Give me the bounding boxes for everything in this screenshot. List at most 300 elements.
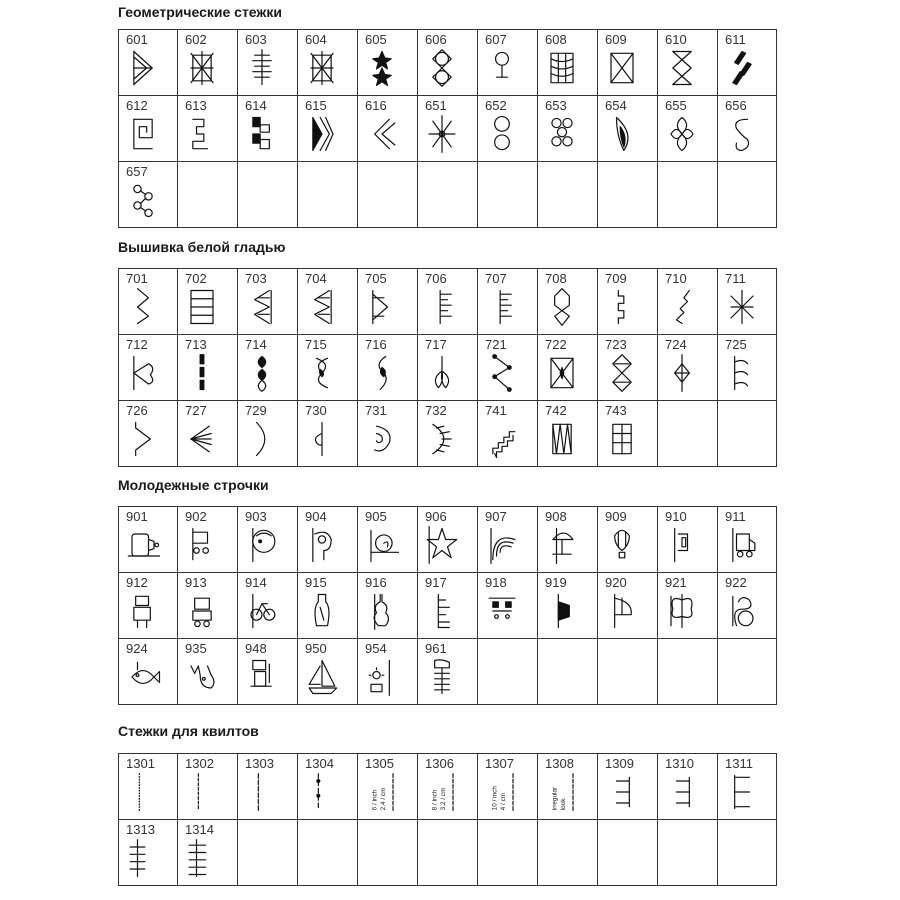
stitch-cell bbox=[418, 573, 478, 639]
stitch-number: 914 bbox=[245, 575, 267, 590]
empty-cell bbox=[298, 162, 358, 228]
stitch-cell bbox=[598, 30, 658, 96]
stitch-cell bbox=[598, 401, 658, 467]
stitch-number: 1306 bbox=[425, 756, 454, 771]
stitch-pattern-icon bbox=[422, 523, 462, 567]
stitch-pattern-icon bbox=[123, 285, 163, 329]
stitch-cell bbox=[119, 507, 178, 573]
stitch-cell bbox=[178, 639, 238, 705]
stitch-cell bbox=[358, 754, 418, 820]
stitch-number: 702 bbox=[185, 271, 207, 286]
stitch-row bbox=[119, 507, 777, 573]
stitch-cell bbox=[178, 269, 238, 335]
stitch-pattern-icon bbox=[422, 285, 462, 329]
stitch-cell bbox=[358, 507, 418, 573]
stitch-cell bbox=[358, 401, 418, 467]
stitch-number: 654 bbox=[605, 98, 627, 113]
stitch-cell bbox=[658, 30, 718, 96]
stitch-number: 613 bbox=[185, 98, 207, 113]
stitch-pattern-icon bbox=[722, 523, 762, 567]
empty-cell bbox=[238, 820, 298, 886]
stitch-pattern-icon bbox=[722, 46, 762, 90]
stitch-pattern-icon bbox=[182, 351, 222, 395]
stitch-pattern-icon bbox=[302, 589, 342, 633]
empty-cell bbox=[478, 820, 538, 886]
section-title-youth: Молодежные строчки bbox=[118, 477, 269, 493]
stitch-cell bbox=[718, 30, 777, 96]
stitch-number: 1305 bbox=[365, 756, 394, 771]
empty-cell bbox=[718, 639, 777, 705]
stitch-number: 910 bbox=[665, 509, 687, 524]
stitch-number: 741 bbox=[485, 403, 507, 418]
empty-cell bbox=[538, 820, 598, 886]
stitch-number: 657 bbox=[126, 164, 148, 179]
stitch-pattern-icon bbox=[242, 417, 282, 461]
empty-cell bbox=[538, 639, 598, 705]
stitch-cell bbox=[358, 269, 418, 335]
empty-cell bbox=[718, 820, 777, 886]
stitch-pattern-icon bbox=[422, 351, 462, 395]
stitch-number: 909 bbox=[605, 509, 627, 524]
stitch-cell bbox=[298, 335, 358, 401]
stitch-cell bbox=[119, 96, 178, 162]
stitch-pattern-icon bbox=[302, 46, 342, 90]
stitch-pattern-icon bbox=[362, 46, 402, 90]
empty-cell bbox=[358, 162, 418, 228]
stitch-number: 906 bbox=[425, 509, 447, 524]
stitch-cell bbox=[658, 507, 718, 573]
stitch-cell bbox=[418, 754, 478, 820]
stitch-pattern-icon bbox=[542, 351, 582, 395]
stitch-pattern-icon bbox=[482, 523, 522, 567]
stitch-cell bbox=[538, 96, 598, 162]
empty-cell bbox=[358, 820, 418, 886]
stitch-cell bbox=[478, 269, 538, 335]
stitch-density-label: look bbox=[559, 798, 567, 811]
stitch-number: 948 bbox=[245, 641, 267, 656]
stitch-pattern-icon bbox=[182, 836, 222, 880]
stitch-pattern-icon bbox=[602, 351, 642, 395]
stitch-cell bbox=[478, 573, 538, 639]
stitch-pattern-icon bbox=[123, 112, 163, 156]
stitch-number: 917 bbox=[425, 575, 447, 590]
stitch-number: 705 bbox=[365, 271, 387, 286]
stitch-number: 954 bbox=[365, 641, 387, 656]
empty-cell bbox=[658, 162, 718, 228]
stitch-cell bbox=[418, 401, 478, 467]
stitch-pattern-icon bbox=[662, 285, 702, 329]
stitch-row bbox=[119, 30, 777, 96]
stitch-density-label: 8 / inch bbox=[431, 789, 439, 811]
stitch-number: 1314 bbox=[185, 822, 214, 837]
stitch-cell bbox=[298, 269, 358, 335]
stitch-pattern-icon bbox=[302, 523, 342, 567]
stitch-pattern-icon bbox=[123, 46, 163, 90]
stitch-pattern-icon bbox=[722, 285, 762, 329]
stitch-pattern-icon bbox=[242, 655, 282, 699]
stitch-cell bbox=[718, 754, 777, 820]
stitch-pattern-icon bbox=[602, 589, 642, 633]
stitch-number: 714 bbox=[245, 337, 267, 352]
stitch-pattern-icon bbox=[362, 417, 402, 461]
stitch-pattern-icon bbox=[182, 770, 222, 814]
stitch-number: 607 bbox=[485, 32, 507, 47]
empty-cell bbox=[418, 162, 478, 228]
stitch-pattern-icon bbox=[242, 589, 282, 633]
stitch-pattern-icon bbox=[182, 589, 222, 633]
empty-cell bbox=[538, 162, 598, 228]
stitch-pattern-icon bbox=[542, 523, 582, 567]
stitch-number: 723 bbox=[605, 337, 627, 352]
stitch-number: 724 bbox=[665, 337, 687, 352]
stitch-pattern-icon bbox=[123, 523, 163, 567]
stitch-pattern-icon bbox=[662, 589, 702, 633]
stitch-number: 904 bbox=[305, 509, 327, 524]
stitch-number: 935 bbox=[185, 641, 207, 656]
empty-cell bbox=[658, 401, 718, 467]
stitch-cell bbox=[178, 573, 238, 639]
stitch-pattern-icon bbox=[662, 770, 702, 814]
stitch-cell bbox=[178, 30, 238, 96]
stitch-pattern-icon bbox=[482, 46, 522, 90]
stitch-pattern-icon bbox=[123, 178, 163, 222]
stitch-pattern-icon bbox=[482, 351, 522, 395]
stitch-cell bbox=[358, 335, 418, 401]
stitch-number: 731 bbox=[365, 403, 387, 418]
stitch-pattern-icon bbox=[182, 523, 222, 567]
stitch-cell bbox=[538, 754, 598, 820]
stitch-pattern-icon bbox=[602, 523, 642, 567]
stitch-number: 915 bbox=[305, 575, 327, 590]
stitch-cell bbox=[478, 754, 538, 820]
stitch-row bbox=[119, 401, 777, 467]
stitch-number: 918 bbox=[485, 575, 507, 590]
empty-cell bbox=[238, 162, 298, 228]
stitch-pattern-icon bbox=[362, 655, 402, 699]
stitch-number: 651 bbox=[425, 98, 447, 113]
stitch-cell bbox=[358, 573, 418, 639]
stitch-density-label: irregular bbox=[551, 786, 559, 811]
stitch-number: 721 bbox=[485, 337, 507, 352]
stitch-number: 901 bbox=[126, 509, 148, 524]
stitch-table-satin bbox=[118, 268, 777, 467]
stitch-row bbox=[119, 820, 777, 886]
stitch-pattern-icon bbox=[302, 655, 342, 699]
stitch-cell bbox=[238, 507, 298, 573]
stitch-cell bbox=[598, 335, 658, 401]
stitch-pattern-icon bbox=[662, 351, 702, 395]
stitch-number: 704 bbox=[305, 271, 327, 286]
stitch-number: 609 bbox=[605, 32, 627, 47]
stitch-pattern-icon bbox=[422, 655, 462, 699]
stitch-pattern-icon bbox=[123, 836, 163, 880]
stitch-pattern-icon bbox=[302, 770, 342, 814]
stitch-pattern-icon bbox=[482, 285, 522, 329]
stitch-number: 610 bbox=[665, 32, 687, 47]
stitch-number: 605 bbox=[365, 32, 387, 47]
stitch-pattern-icon bbox=[123, 770, 163, 814]
stitch-cell bbox=[598, 96, 658, 162]
stitch-cell bbox=[178, 401, 238, 467]
stitch-cell bbox=[298, 507, 358, 573]
stitch-number: 616 bbox=[365, 98, 387, 113]
empty-cell bbox=[658, 820, 718, 886]
stitch-cell bbox=[478, 96, 538, 162]
stitch-pattern-icon bbox=[602, 417, 642, 461]
stitch-number: 611 bbox=[725, 32, 746, 47]
stitch-number: 903 bbox=[245, 509, 267, 524]
empty-cell bbox=[298, 820, 358, 886]
stitch-number: 612 bbox=[126, 98, 148, 113]
stitch-cell bbox=[238, 96, 298, 162]
stitch-cell bbox=[718, 335, 777, 401]
stitch-cell bbox=[538, 507, 598, 573]
stitch-number: 707 bbox=[485, 271, 507, 286]
stitch-number: 1302 bbox=[185, 756, 214, 771]
stitch-cell bbox=[238, 401, 298, 467]
stitch-pattern-icon bbox=[362, 112, 402, 156]
stitch-cell bbox=[178, 335, 238, 401]
stitch-number: 1313 bbox=[126, 822, 155, 837]
stitch-pattern-icon bbox=[302, 285, 342, 329]
stitch-cell bbox=[658, 335, 718, 401]
stitch-number: 606 bbox=[425, 32, 447, 47]
stitch-cell bbox=[598, 269, 658, 335]
stitch-pattern-icon bbox=[422, 46, 462, 90]
stitch-number: 905 bbox=[365, 509, 387, 524]
stitch-pattern-icon bbox=[182, 417, 222, 461]
stitch-number: 710 bbox=[665, 271, 687, 286]
stitch-cell bbox=[119, 820, 178, 886]
stitch-pattern-icon bbox=[242, 770, 282, 814]
stitch-cell bbox=[718, 269, 777, 335]
stitch-number: 922 bbox=[725, 575, 747, 590]
stitch-pattern-icon bbox=[542, 770, 582, 814]
stitch-row bbox=[119, 96, 777, 162]
stitch-pattern-icon bbox=[242, 523, 282, 567]
stitch-number: 913 bbox=[185, 575, 207, 590]
empty-cell bbox=[718, 401, 777, 467]
stitch-number: 706 bbox=[425, 271, 447, 286]
stitch-pattern-icon bbox=[422, 770, 462, 814]
stitch-pattern-icon bbox=[362, 770, 402, 814]
stitch-pattern-icon bbox=[602, 112, 642, 156]
stitch-pattern-icon bbox=[662, 112, 702, 156]
stitch-number: 726 bbox=[126, 403, 148, 418]
stitch-number: 708 bbox=[545, 271, 567, 286]
stitch-number: 730 bbox=[305, 403, 327, 418]
stitch-number: 703 bbox=[245, 271, 267, 286]
stitch-pattern-icon bbox=[362, 285, 402, 329]
stitch-cell bbox=[598, 573, 658, 639]
stitch-pattern-icon bbox=[482, 112, 522, 156]
stitch-number: 655 bbox=[665, 98, 687, 113]
stitch-cell bbox=[538, 30, 598, 96]
stitch-number: 725 bbox=[725, 337, 747, 352]
stitch-pattern-icon bbox=[722, 351, 762, 395]
stitch-pattern-icon bbox=[242, 112, 282, 156]
stitch-row bbox=[119, 754, 777, 820]
stitch-pattern-icon bbox=[123, 351, 163, 395]
empty-cell bbox=[418, 820, 478, 886]
stitch-cell bbox=[238, 754, 298, 820]
stitch-cell bbox=[418, 335, 478, 401]
stitch-cell bbox=[418, 269, 478, 335]
stitch-cell bbox=[298, 754, 358, 820]
stitch-number: 907 bbox=[485, 509, 507, 524]
stitch-cell bbox=[298, 639, 358, 705]
stitch-cell bbox=[298, 401, 358, 467]
stitch-number: 652 bbox=[485, 98, 507, 113]
stitch-number: 908 bbox=[545, 509, 567, 524]
stitch-pattern-icon bbox=[602, 285, 642, 329]
stitch-pattern-icon bbox=[302, 351, 342, 395]
stitch-number: 919 bbox=[545, 575, 567, 590]
stitch-number: 602 bbox=[185, 32, 207, 47]
stitch-pattern-icon bbox=[242, 351, 282, 395]
stitch-cell bbox=[658, 269, 718, 335]
stitch-number: 732 bbox=[425, 403, 447, 418]
stitch-pattern-icon bbox=[182, 46, 222, 90]
stitch-number: 601 bbox=[126, 32, 148, 47]
stitch-number: 950 bbox=[305, 641, 327, 656]
stitch-cell bbox=[238, 269, 298, 335]
stitch-pattern-icon bbox=[482, 417, 522, 461]
stitch-cell bbox=[478, 30, 538, 96]
stitch-cell bbox=[478, 335, 538, 401]
stitch-number: 615 bbox=[305, 98, 327, 113]
stitch-pattern-icon bbox=[123, 655, 163, 699]
stitch-cell bbox=[298, 30, 358, 96]
stitch-pattern-icon bbox=[662, 523, 702, 567]
stitch-number: 711 bbox=[725, 271, 746, 286]
stitch-number: 604 bbox=[305, 32, 327, 47]
stitch-cell bbox=[718, 573, 777, 639]
stitch-number: 1301 bbox=[126, 756, 155, 771]
stitch-pattern-icon bbox=[662, 46, 702, 90]
stitch-cell bbox=[119, 30, 178, 96]
empty-cell bbox=[658, 639, 718, 705]
stitch-number: 603 bbox=[245, 32, 267, 47]
stitch-number: 1304 bbox=[305, 756, 334, 771]
stitch-number: 912 bbox=[126, 575, 148, 590]
stitch-row bbox=[119, 573, 777, 639]
stitch-number: 902 bbox=[185, 509, 207, 524]
stitch-cell bbox=[238, 335, 298, 401]
stitch-pattern-icon bbox=[182, 112, 222, 156]
stitch-number: 614 bbox=[245, 98, 267, 113]
stitch-cell bbox=[178, 96, 238, 162]
stitch-number: 608 bbox=[545, 32, 567, 47]
stitch-number: 924 bbox=[126, 641, 148, 656]
stitch-number: 653 bbox=[545, 98, 567, 113]
stitch-cell bbox=[658, 754, 718, 820]
stitch-cell bbox=[658, 573, 718, 639]
stitch-pattern-icon bbox=[542, 589, 582, 633]
stitch-cell bbox=[538, 401, 598, 467]
stitch-pattern-icon bbox=[362, 351, 402, 395]
stitch-cell bbox=[119, 162, 178, 228]
stitch-pattern-icon bbox=[542, 285, 582, 329]
stitch-number: 920 bbox=[605, 575, 627, 590]
stitch-cell bbox=[418, 30, 478, 96]
stitch-cell bbox=[358, 639, 418, 705]
stitch-pattern-icon bbox=[542, 112, 582, 156]
stitch-cell bbox=[119, 335, 178, 401]
empty-cell bbox=[598, 820, 658, 886]
stitch-number: 716 bbox=[365, 337, 387, 352]
stitch-number: 743 bbox=[605, 403, 627, 418]
stitch-cell bbox=[178, 754, 238, 820]
stitch-table-youth bbox=[118, 506, 777, 705]
stitch-cell bbox=[178, 507, 238, 573]
stitch-number: 1308 bbox=[545, 756, 574, 771]
stitch-cell bbox=[238, 573, 298, 639]
stitch-number: 729 bbox=[245, 403, 267, 418]
stitch-cell bbox=[598, 507, 658, 573]
stitch-number: 656 bbox=[725, 98, 747, 113]
stitch-cell bbox=[718, 96, 777, 162]
stitch-number: 916 bbox=[365, 575, 387, 590]
stitch-density-label: 10 / inch bbox=[491, 786, 499, 811]
stitch-pattern-icon bbox=[182, 655, 222, 699]
empty-cell bbox=[598, 639, 658, 705]
stitch-pattern-icon bbox=[722, 589, 762, 633]
empty-cell bbox=[478, 162, 538, 228]
stitch-pattern-icon bbox=[302, 417, 342, 461]
stitch-cell bbox=[358, 96, 418, 162]
stitch-density-label: 3,2 / cm bbox=[439, 787, 447, 811]
stitch-cell bbox=[718, 507, 777, 573]
stitch-cell bbox=[119, 573, 178, 639]
stitch-number: 713 bbox=[185, 337, 207, 352]
stitch-density-label: 6 / inch bbox=[371, 789, 379, 811]
stitch-density-label: 4 / cm bbox=[499, 792, 507, 811]
stitch-cell bbox=[418, 507, 478, 573]
stitch-pattern-icon bbox=[242, 285, 282, 329]
stitch-pattern-icon bbox=[422, 589, 462, 633]
stitch-pattern-icon bbox=[123, 417, 163, 461]
stitch-pattern-icon bbox=[123, 589, 163, 633]
stitch-cell bbox=[538, 335, 598, 401]
empty-cell bbox=[178, 162, 238, 228]
stitch-cell bbox=[238, 30, 298, 96]
stitch-cell bbox=[119, 269, 178, 335]
stitch-pattern-icon bbox=[542, 46, 582, 90]
stitch-cell bbox=[238, 639, 298, 705]
stitch-number: 712 bbox=[126, 337, 148, 352]
stitch-pattern-icon bbox=[602, 770, 642, 814]
stitch-cell bbox=[178, 820, 238, 886]
stitch-number: 1303 bbox=[245, 756, 274, 771]
stitch-number: 1309 bbox=[605, 756, 634, 771]
stitch-number: 742 bbox=[545, 403, 567, 418]
stitch-pattern-icon bbox=[482, 770, 522, 814]
stitch-cell bbox=[418, 639, 478, 705]
stitch-pattern-icon bbox=[482, 589, 522, 633]
stitch-number: 911 bbox=[725, 509, 746, 524]
empty-cell bbox=[598, 162, 658, 228]
stitch-cell bbox=[538, 269, 598, 335]
stitch-cell bbox=[418, 96, 478, 162]
stitch-cell bbox=[119, 639, 178, 705]
stitch-cell bbox=[538, 573, 598, 639]
stitch-cell bbox=[119, 401, 178, 467]
stitch-cell bbox=[358, 30, 418, 96]
stitch-cell bbox=[298, 573, 358, 639]
section-title-geometric: Геометрические стежки bbox=[118, 4, 282, 20]
stitch-pattern-icon bbox=[182, 285, 222, 329]
